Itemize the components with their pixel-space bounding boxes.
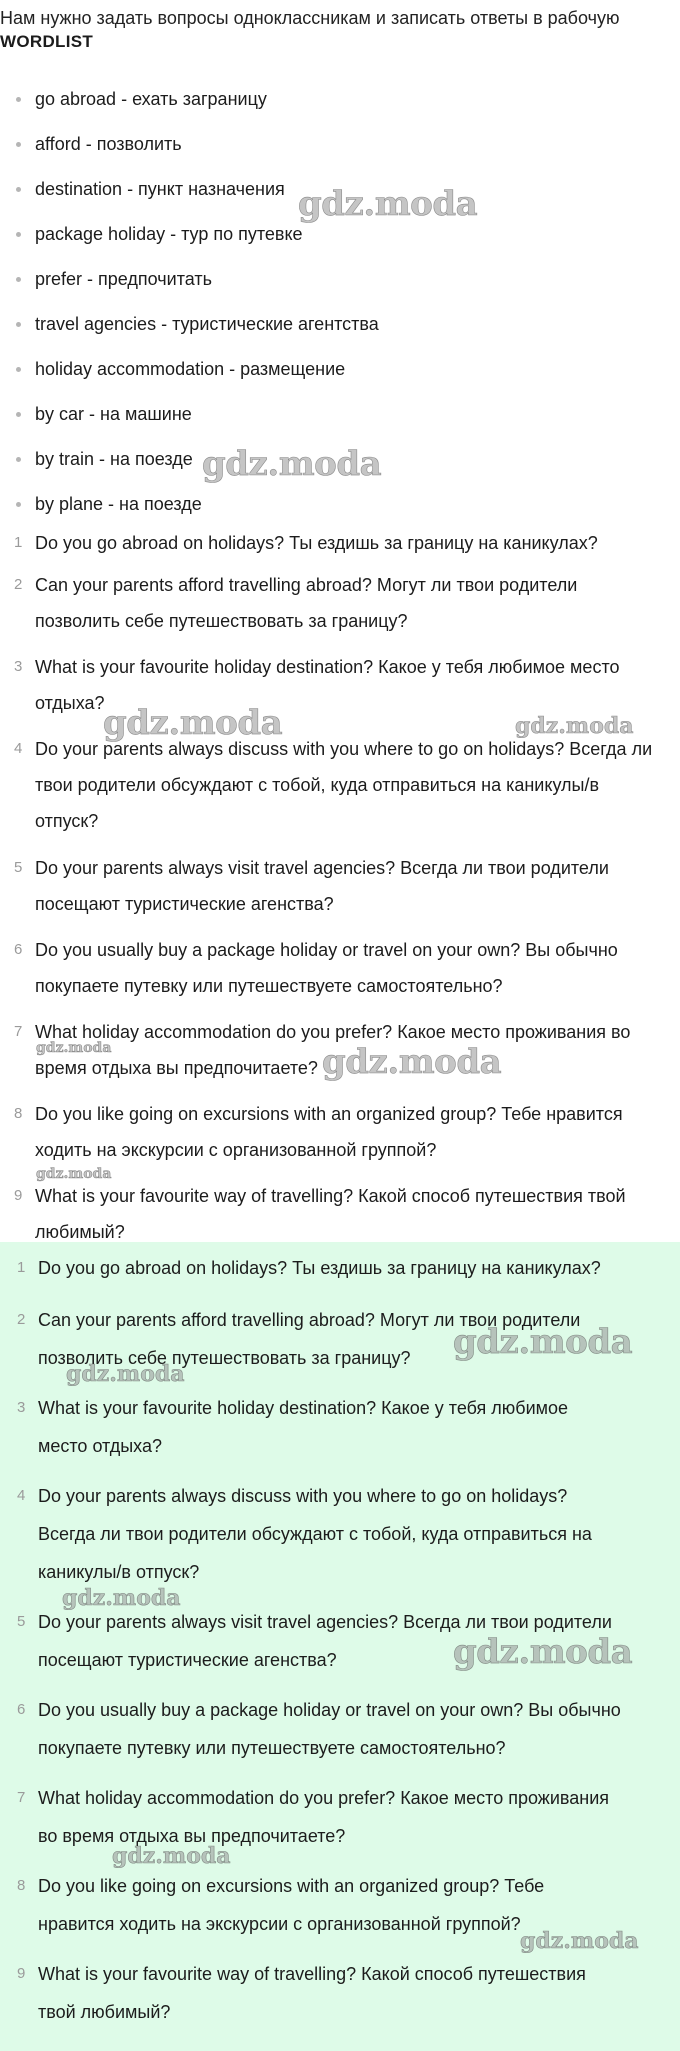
question-number: 6 xyxy=(14,941,23,958)
answer-number: 9 xyxy=(17,1965,26,1982)
question-text: What is your favourite way of travelling? Какой способ путешествия твой любимый? xyxy=(35,1186,626,1242)
watermark: gdz.moda xyxy=(66,1361,185,1387)
question-text: What is your favourite holiday destination? Какое у тебя любимое место отдыха? xyxy=(35,657,620,713)
answer-number: 8 xyxy=(17,1877,26,1894)
answer-text: What is your favourite holiday destination? Какое у тебя любимое место отдыха? xyxy=(38,1398,569,1456)
wordlist-item: by train - на поезде xyxy=(0,445,680,473)
answer-text: Do your parents always discuss with you where to go on holidays? Всегда ли твои родители обсуждают с тобой, куда отправиться на каникулы/в отпуск? xyxy=(38,1486,592,1582)
answer-text: Do your parents always visit travel agencies? Всегда ли твои родители посещают туристические агенства? xyxy=(38,1612,612,1670)
bullet-icon xyxy=(16,277,21,282)
question-text: Do your parents always visit travel agencies? Всегда ли твои родители посещают туристические агенства? xyxy=(35,858,609,914)
wordlist-item: by plane - на поезде xyxy=(0,490,680,518)
question-text: Do you go abroad on holidays? Ты ездишь за границу на каникулах? xyxy=(35,533,598,553)
bullet-icon xyxy=(16,457,21,462)
answer-text: Do you go abroad on holidays? Ты ездишь за границу на каникулах? xyxy=(38,1258,601,1278)
watermark: gdz.moda xyxy=(36,1040,112,1056)
question-text: Do your parents always discuss with you where to go on holidays? Всегда ли твои родители обсуждают с тобой, куда отправиться на каникулы/в отпуск? xyxy=(35,739,653,831)
answer-text: What is your favourite way of travelling? Какой способ путешествия твой любимый? xyxy=(38,1964,586,2022)
answer-text: Do you usually buy a package holiday or travel on your own? Вы обычно покупаете путевку или путешествуете самостоятельно? xyxy=(38,1700,621,1758)
wordlist-item: afford - позволить xyxy=(0,130,680,158)
question-number: 3 xyxy=(14,658,23,675)
watermark: gdz.moda xyxy=(112,1843,231,1869)
watermark: gdz.moda xyxy=(298,184,478,224)
question-number: 2 xyxy=(14,576,23,593)
wordlist-item: travel agencies - туристические агентства xyxy=(0,310,680,338)
answer-number: 5 xyxy=(17,1613,26,1630)
answer-number: 3 xyxy=(17,1399,26,1416)
bullet-icon xyxy=(16,322,21,327)
bullet-icon xyxy=(16,502,21,507)
question-number: 5 xyxy=(14,859,23,876)
answer-number: 6 xyxy=(17,1701,26,1718)
wordlist-item: by car - на машине xyxy=(0,400,680,428)
answer-text: What holiday accommodation do you prefer? Какое место проживания во время отдыха вы предпочитаете? xyxy=(38,1788,610,1846)
question-text: Do you usually buy a package holiday or travel on your own? Вы обычно покупаете путевку или путешествуете самостоятельно? xyxy=(35,940,618,996)
wordlist-item: holiday accommodation - размещение xyxy=(0,355,680,383)
answer-number: 2 xyxy=(17,1311,26,1328)
watermark: gdz.moda xyxy=(453,1632,633,1672)
watermark: gdz.moda xyxy=(520,1928,639,1954)
answer-number: 1 xyxy=(17,1259,26,1276)
watermark: gdz.moda xyxy=(103,703,283,743)
answer-text: Do you like going on excursions with an organized group? Тебе нравится ходить на экскурсии с организованной группой? xyxy=(38,1876,545,1934)
watermark: gdz.moda xyxy=(322,1042,502,1082)
question-text: What holiday accommodation do you prefer? Какое место проживания во время отдыха вы предпочитаете? xyxy=(35,1022,631,1078)
bullet-icon xyxy=(16,97,21,102)
bullet-icon xyxy=(16,232,21,237)
question-number: 1 xyxy=(14,534,23,551)
watermark: gdz.moda xyxy=(453,1322,633,1362)
question-number: 4 xyxy=(14,740,23,757)
watermark: gdz.moda xyxy=(202,444,382,484)
bullet-icon xyxy=(16,367,21,372)
answer-text: Can your parents afford travelling abroad? Могут ли твои родители позволить себе путешествовать за границу? xyxy=(38,1310,581,1368)
watermark: gdz.moda xyxy=(515,713,634,739)
answers-block xyxy=(0,1242,680,2051)
question-text: Can your parents afford travelling abroad? Могут ли твои родители позволить себе путешествовать за границу? xyxy=(35,575,578,631)
bullet-icon xyxy=(16,412,21,417)
wordlist-item: destination - пункт назначения xyxy=(0,175,680,203)
question-number: 9 xyxy=(14,1187,23,1204)
question-number: 7 xyxy=(14,1023,23,1040)
question-text: Do you like going on excursions with an organized group? Тебе нравится ходить на экскурсии с организованной группой? xyxy=(35,1104,623,1160)
intro-text: Нам нужно задать вопросы одноклассникам и записать ответы в рабочую xyxy=(0,8,620,28)
wordlist-item: go abroad - ехать заграницу xyxy=(0,85,680,113)
question-number: 8 xyxy=(14,1105,23,1122)
bullet-icon xyxy=(16,142,21,147)
bullet-icon xyxy=(16,187,21,192)
answer-number: 7 xyxy=(17,1789,26,1806)
wordlist-item: package holiday - тур по путевке xyxy=(0,220,680,248)
watermark: gdz.moda xyxy=(62,1585,181,1611)
wordlist-item: prefer - предпочитать xyxy=(0,265,680,293)
watermark: gdz.moda xyxy=(36,1166,112,1182)
answer-number: 4 xyxy=(17,1487,26,1504)
wordlist-title: WORDLIST xyxy=(0,32,94,51)
